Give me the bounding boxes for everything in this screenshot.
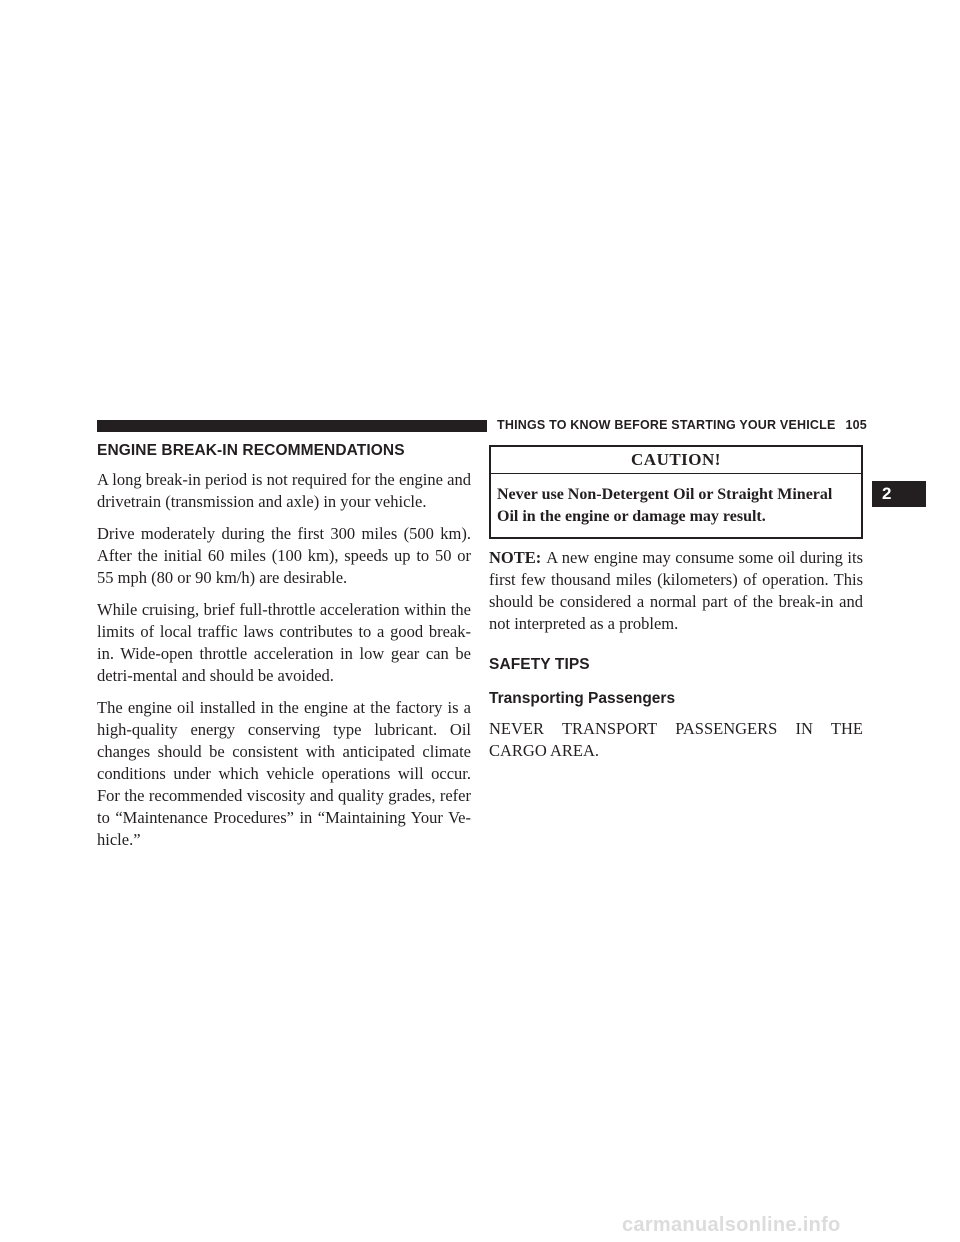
subheading-transporting-passengers: Transporting Passengers [489, 690, 676, 707]
paragraph: A long break-in period is not required for the engine and drivetrain (transmission and axle) in your vehicle. [97, 470, 471, 511]
note-paragraph [489, 547, 863, 635]
left-column [97, 441, 471, 861]
caution-text: Never use Non-Detergent Oil or Straight Mineral Oil in the engine or damage may result. [497, 486, 833, 525]
running-header [497, 418, 867, 432]
right-column [489, 445, 863, 772]
watermark: carmanualsonline.info [622, 1214, 841, 1236]
chapter-tab: 2 [872, 481, 926, 507]
paragraph: Drive moderately during the first 300 miles (500 km). After the initial 60 miles (100 km), speeds up to 50 or 55 mph (80 or 90 km/h) are desirable. [97, 524, 471, 587]
running-header-title: THINGS TO KNOW BEFORE STARTING YOUR VEHICLE [497, 418, 836, 432]
header-rule [97, 420, 487, 432]
caution-box [489, 445, 863, 539]
note-text: A new engine may consume some oil during its first few thousand miles (kilometers) of operation. This should be considered a normal part of the break-in and not interpreted as a problem. [489, 548, 863, 633]
caution-title: CAUTION! [491, 447, 861, 474]
section-heading-safety-tips: SAFETY TIPS [489, 656, 590, 673]
page-number: 105 [845, 418, 867, 432]
paragraph: NEVER TRANSPORT PASSENGERS IN THE CARGO AREA. [489, 719, 863, 760]
paragraph: While cruising, brief full-throttle acceleration within the limits of local traffic laws contributes to a good break-in. Wide-open throttle acceleration in low gear can be detri-mental and should be avoided. [97, 600, 471, 685]
section-heading-engine-break-in: ENGINE BREAK-IN RECOMMENDATIONS [97, 442, 405, 459]
paragraph: The engine oil installed in the engine at the factory is a high-quality energy conserving type lubricant. Oil changes should be consistent with anticipated climate conditions under which vehicle operations will occur. For the recommended viscosity and quality grades, refer to “Maintenance Procedures” in “Maintaining Your Ve-hicle.” [97, 698, 471, 849]
note-label: NOTE: [489, 548, 542, 567]
